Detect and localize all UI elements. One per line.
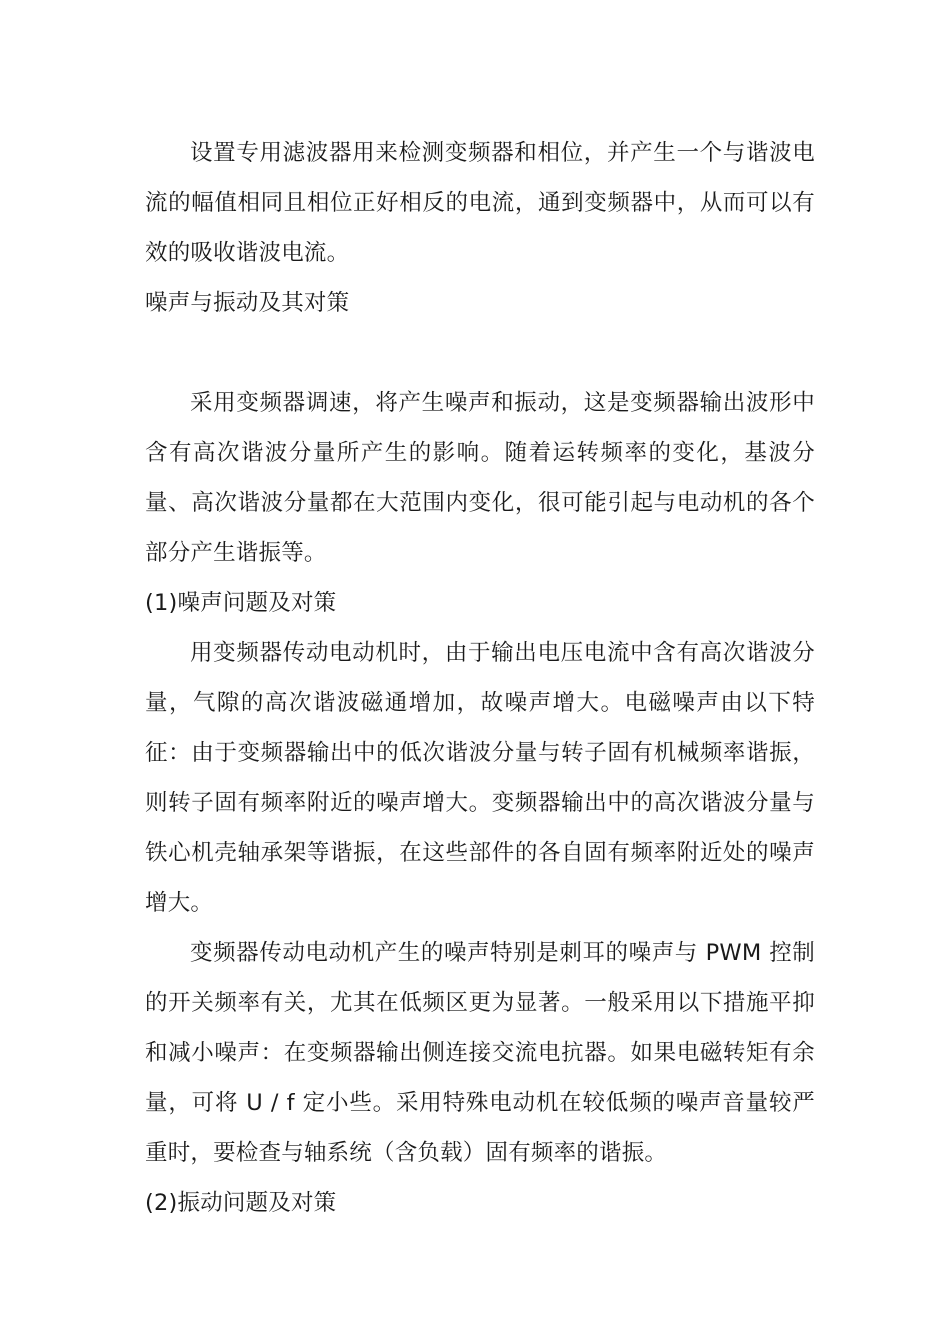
paragraph-noise-intro: 采用变频器调速，将产生噪声和振动，这是变频器输出波形中含有高次谐波分量所产生的影响。随着运转频率的变化，基波分量、高次谐波分量都在大范围内变化，很可能引起与电动机的各个部分产生谐振等。 xyxy=(145,390,815,566)
paragraph-harmonic-filter: 设置专用滤波器用来检测变频器和相位，并产生一个与谐波电流的幅值相同且相位正好相反的电流，通到变频器中，从而可以有效的吸收谐波电流。 xyxy=(145,140,815,266)
document-body xyxy=(145,128,815,1228)
subheading-noise-problem: (1)噪声问题及对策 xyxy=(145,590,337,616)
spacer xyxy=(145,328,815,378)
section-heading-noise-vibration: 噪声与振动及其对策 xyxy=(145,290,350,316)
paragraph-noise-causes: 用变频器传动电动机时，由于输出电压电流中含有高次谐波分量，气隙的高次谐波磁通增加，故噪声增大。电磁噪声由以下特征：由于变频器输出中的低次谐波分量与转子固有机械频率谐振，则转子固有频率附近的噪声增大。变频器输出中的高次谐波分量与铁心机壳轴承架等谐振，在这些部件的各自固有频率附近处的噪声增大。 xyxy=(145,640,815,916)
subheading-vibration-problem: (2)振动问题及对策 xyxy=(145,1190,337,1216)
paragraph-noise-measures: 变频器传动电动机产生的噪声特别是刺耳的噪声与 PWM 控制的开关频率有关，尤其在低频区更为显著。一般采用以下措施平抑和减小噪声：在变频器输出侧连接交流电抗器。如果电磁转矩有余量，可将 U / f 定小些。采用特殊电动机在较低频的噪声音量较严重时，要检查与轴系统（含负载）固有频率的谐振。 xyxy=(145,940,815,1166)
